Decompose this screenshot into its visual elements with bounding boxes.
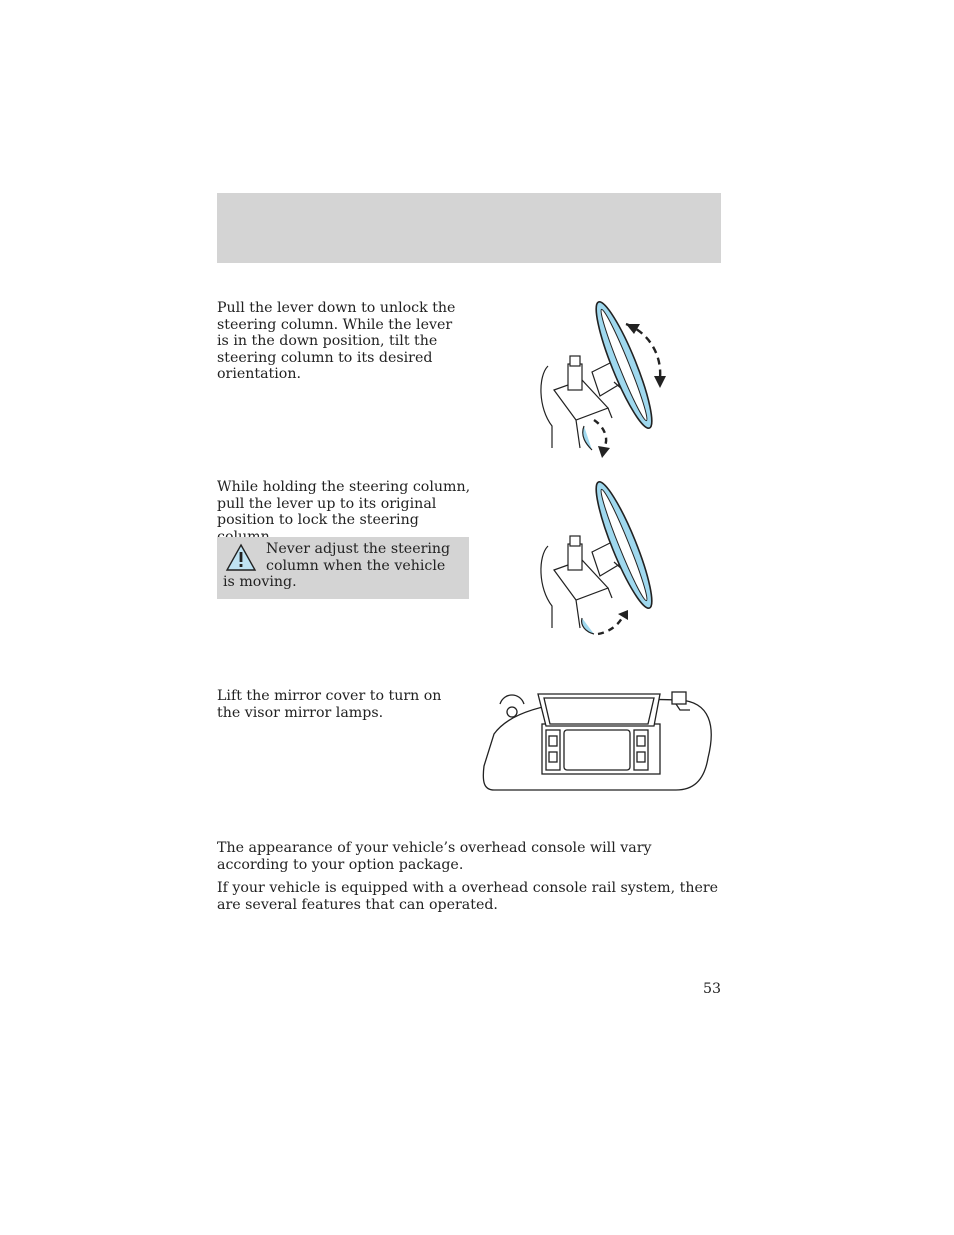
steering-lock-figure: [530, 478, 670, 643]
warning-icon-spacer: [223, 541, 266, 571]
steering-tilt-unlock-figure: [530, 298, 670, 463]
warning-box: [217, 537, 469, 599]
steering-lock-paragraph: While holding the steering column, pull the lever up to its original position to lock the steering: [217, 479, 471, 529]
steering-wheel-rim: [587, 298, 660, 433]
visor-mirror-figure: [480, 686, 716, 796]
warning-text-block: [223, 541, 461, 591]
console-paragraph-2: If your vehicle is equipped with a overhead console rail system, there are several features that can operated.: [217, 880, 719, 913]
visor-paragraph: Lift the mirror cover to turn on the visor mirror lamps.: [217, 688, 442, 721]
warning-text: Never adjust the steering column when the vehicle is moving.: [223, 541, 451, 591]
console-paragraph-1: The appearance of your vehicle’s overhead console will vary according to your option package.: [217, 840, 652, 873]
page-number: 53: [702, 981, 721, 997]
steering-wheel-rim: [587, 478, 660, 613]
steering-unlock-paragraph: Pull the lever down to unlock the steering column. While the lever is in the down position, tilt the steering column to its desired orientation.: [217, 300, 456, 383]
section-header-band: [217, 193, 721, 263]
